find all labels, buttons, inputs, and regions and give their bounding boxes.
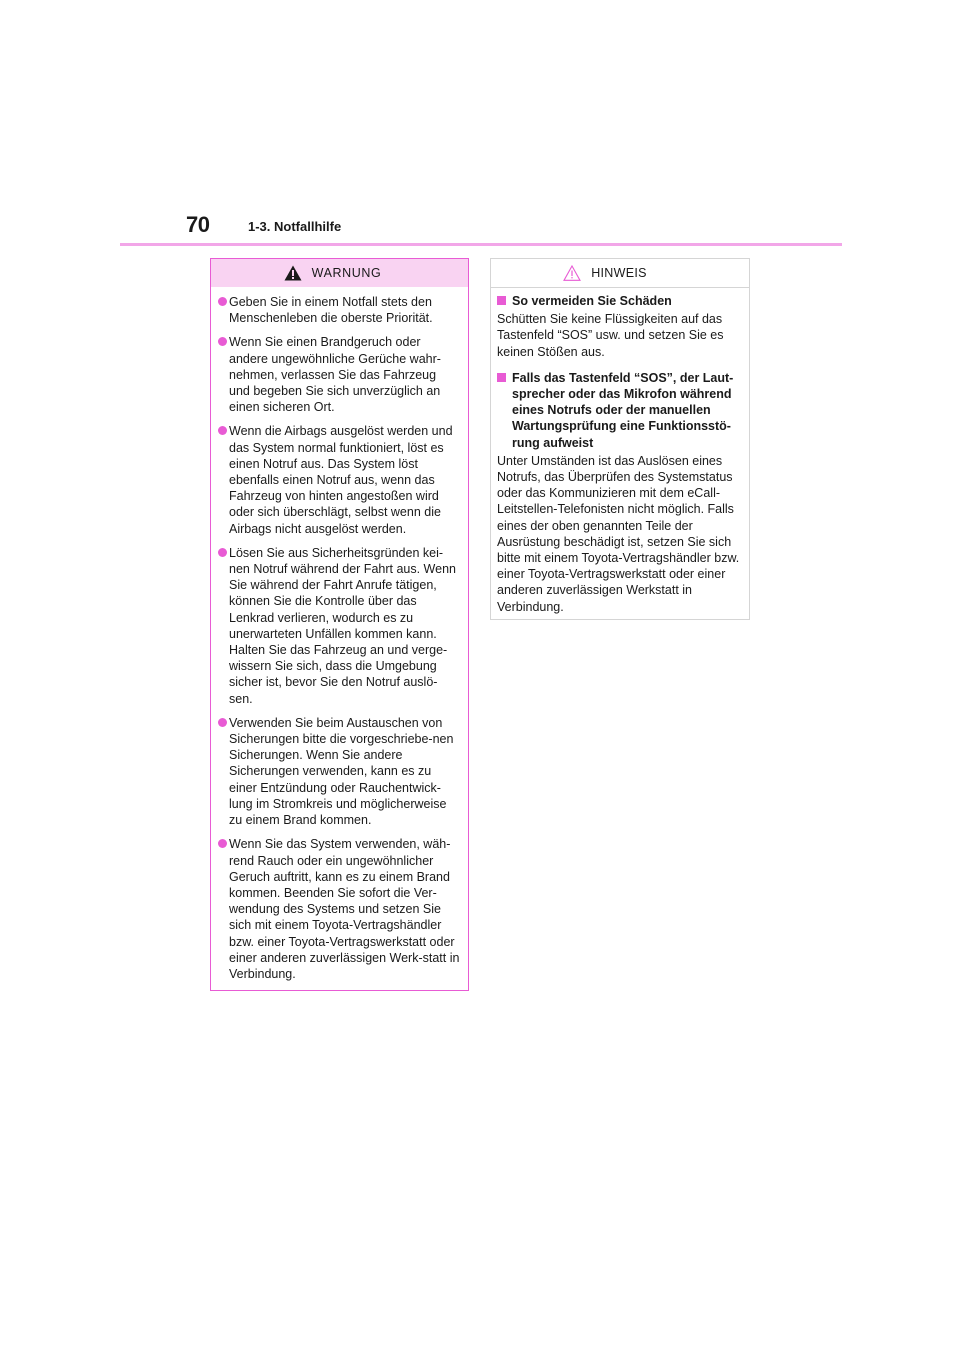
bullet-icon — [218, 718, 227, 727]
warning-title: WARNUNG — [311, 265, 382, 280]
warning-item-text: Wenn die Airbags ausgelöst werden und das System normal funktioniert, löst es einen Notruf aus. Das System löst ebenfalls einen Notruf aus, wenn das Fahrzeug von hinten angestoßen wird oder sich überschlägt, selbst wenn die Airbags nicht ausgelöst werden. — [229, 424, 453, 536]
warning-item-text: Lösen Sie aus Sicherheitsgründen kei-nen Notruf während der Fahrt aus. Wenn Sie während der Fahrt Anrufe tätigen, können Sie die Kontrolle über das Lenkrad verlieren, wodurch es zu unerwarteten Unfällen kommen kann. Halten Sie das Fahrzeug an und verge-wissern Sie sich, dass die Umgebung sicher ist, bevor Sie den Notruf auslö-sen. — [229, 545, 456, 706]
hinweis-header — [491, 259, 749, 288]
hinweis-paragraph: Unter Umständen ist das Auslösen eines Notrufs, das Überprüfen des Systemstatus oder das Kommunizieren mit dem eCall-Leitstellen-Telefonisten nicht möglich. Falls eines der oben genannten Teile der Ausrüstung beschädigt ist, setzen Sie sich bitte mit einem Toyota-Vertragshändler bzw. einer Toyota-Vertragswerkstatt oder einer anderen zuverlässigen Werkstatt in Verbindung. — [497, 453, 740, 614]
page-number: 70 — [186, 212, 210, 237]
square-bullet-icon — [497, 373, 506, 382]
hinweis-paragraph: Schütten Sie keine Flüssigkeiten auf das Tastenfeld “SOS” usw. und setzen Sie es keinen Stößen aus. — [497, 312, 724, 359]
warning-item — [218, 294, 460, 326]
warning-item-text: Verwenden Sie beim Austauschen von Sicherungen bitte die vorgeschriebe-nen Sicherungen. Wenn Sie andere Sicherungen verwenden, kann es zu einer Entzündung oder Rauchentwick-lung im Stromkreis und möglicherweise zu einem Brand kommen. — [229, 715, 454, 828]
warning-item — [218, 334, 460, 415]
hinweis-subheading — [497, 293, 741, 309]
caution-triangle-icon — [563, 265, 581, 281]
warning-item — [218, 836, 460, 982]
warning-item-text: Wenn Sie das System verwenden, wäh-rend Rauch oder ein ungewöhnlicher Geruch auftritt, kann es zu einem Brand kommen. Beenden Sie sofort die Ver-wendung des Systems und setzen Sie sich mit einem Toyota-Vertragshändler bzw. einer Toyota-Vertragswerkstatt oder einer anderen zuverlässigen Werk-statt in Verbindung. — [229, 837, 460, 981]
section-title: 1-3. Notfallhilfe — [248, 219, 342, 234]
warning-box — [210, 258, 469, 991]
hinweis-box — [490, 258, 750, 620]
warning-item-text: Geben Sie in einem Notfall stets den Menschenleben die oberste Priorität. — [229, 295, 433, 326]
warning-item-text: Wenn Sie einen Brandgeruch oder andere ungewöhnliche Gerüche wahr-nehmen, verlassen Sie das Fahrzeug und begeben Sie sich unverzüglich an einen sicheren Ort. — [229, 335, 441, 415]
square-bullet-icon — [497, 296, 506, 305]
bullet-icon — [218, 297, 227, 306]
bullet-icon — [218, 426, 227, 435]
hinweis-subheading — [497, 370, 741, 451]
bullet-icon — [218, 548, 227, 557]
hinweis-subheading-text: So vermeiden Sie Schäden — [512, 294, 672, 308]
warning-item — [218, 423, 460, 536]
hinweis-subheading-text: Falls das Tastenfeld “SOS”, der Laut-sprecher oder das Mikrofon während eines Notrufs oder der manuellen Wartungsprüfung eine Funktionsstö-rung aufweist — [512, 370, 734, 450]
warning-triangle-icon — [284, 265, 302, 281]
hinweis-body — [491, 288, 749, 615]
warning-item — [218, 715, 460, 828]
hinweis-title: HINWEIS — [591, 265, 647, 280]
warning-header — [211, 259, 468, 287]
bullet-icon — [218, 839, 227, 848]
bullet-icon — [218, 337, 227, 346]
warning-list — [211, 287, 468, 982]
warning-item — [218, 545, 460, 707]
header-rule — [120, 243, 842, 246]
